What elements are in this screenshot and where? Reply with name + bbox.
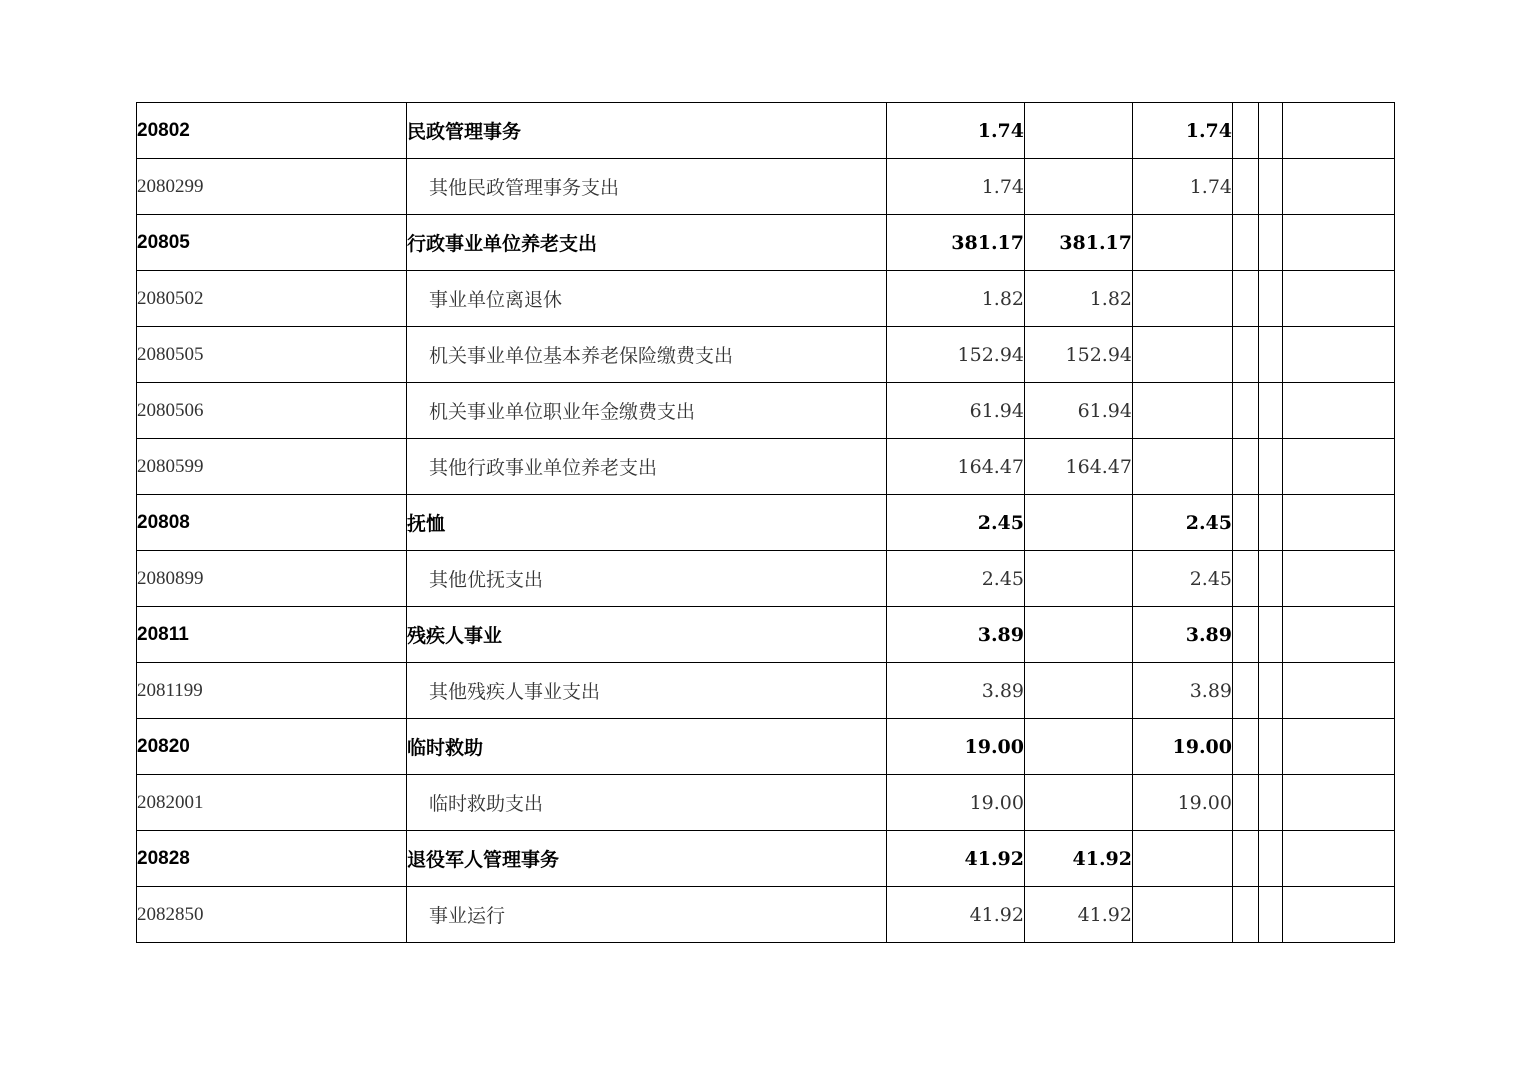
function-code-cell: 20805 bbox=[137, 215, 407, 271]
empty-cell-b bbox=[1259, 215, 1283, 271]
function-code-cell: 2082850 bbox=[137, 887, 407, 943]
empty-cell-c bbox=[1283, 383, 1395, 439]
total-amount-cell: 152.94 bbox=[887, 327, 1025, 383]
empty-cell-b bbox=[1259, 551, 1283, 607]
basic-expenditure-cell bbox=[1025, 719, 1133, 775]
basic-expenditure-cell: 41.92 bbox=[1025, 831, 1133, 887]
project-expenditure-cell bbox=[1133, 383, 1233, 439]
empty-cell-a bbox=[1233, 831, 1259, 887]
budget-table bbox=[136, 102, 1395, 943]
empty-cell-c bbox=[1283, 159, 1395, 215]
empty-cell-b bbox=[1259, 327, 1283, 383]
function-name-cell: 抚恤 bbox=[407, 495, 887, 551]
empty-cell-b bbox=[1259, 271, 1283, 327]
empty-cell-c bbox=[1283, 887, 1395, 943]
basic-expenditure-cell: 1.82 bbox=[1025, 271, 1133, 327]
empty-cell-a bbox=[1233, 719, 1259, 775]
empty-cell-c bbox=[1283, 271, 1395, 327]
project-expenditure-cell: 1.74 bbox=[1133, 103, 1233, 159]
category-row bbox=[137, 215, 1395, 271]
empty-cell-a bbox=[1233, 887, 1259, 943]
total-amount-cell: 1.82 bbox=[887, 271, 1025, 327]
empty-cell-c bbox=[1283, 215, 1395, 271]
empty-cell-b bbox=[1259, 719, 1283, 775]
basic-expenditure-cell bbox=[1025, 495, 1133, 551]
total-amount-cell: 1.74 bbox=[887, 103, 1025, 159]
function-code-cell: 2082001 bbox=[137, 775, 407, 831]
basic-expenditure-cell bbox=[1025, 551, 1133, 607]
empty-cell-a bbox=[1233, 551, 1259, 607]
function-name-cell: 临时救助 bbox=[407, 719, 887, 775]
empty-cell-c bbox=[1283, 775, 1395, 831]
empty-cell-a bbox=[1233, 215, 1259, 271]
empty-cell-a bbox=[1233, 495, 1259, 551]
empty-cell-b bbox=[1259, 887, 1283, 943]
function-name-cell: 其他优抚支出 bbox=[407, 551, 887, 607]
function-code-cell: 2080899 bbox=[137, 551, 407, 607]
project-expenditure-cell: 3.89 bbox=[1133, 663, 1233, 719]
function-name-cell: 行政事业单位养老支出 bbox=[407, 215, 887, 271]
function-name-cell: 机关事业单位职业年金缴费支出 bbox=[407, 383, 887, 439]
function-name-cell: 残疾人事业 bbox=[407, 607, 887, 663]
table-body bbox=[137, 103, 1395, 943]
function-code-cell: 2080299 bbox=[137, 159, 407, 215]
function-name-cell: 事业运行 bbox=[407, 887, 887, 943]
empty-cell-a bbox=[1233, 271, 1259, 327]
item-row bbox=[137, 551, 1395, 607]
item-row bbox=[137, 439, 1395, 495]
project-expenditure-cell: 1.74 bbox=[1133, 159, 1233, 215]
empty-cell-a bbox=[1233, 775, 1259, 831]
function-code-cell: 2081199 bbox=[137, 663, 407, 719]
total-amount-cell: 2.45 bbox=[887, 495, 1025, 551]
category-row bbox=[137, 719, 1395, 775]
basic-expenditure-cell: 152.94 bbox=[1025, 327, 1133, 383]
function-name-cell: 其他残疾人事业支出 bbox=[407, 663, 887, 719]
project-expenditure-cell: 19.00 bbox=[1133, 775, 1233, 831]
basic-expenditure-cell bbox=[1025, 663, 1133, 719]
basic-expenditure-cell: 61.94 bbox=[1025, 383, 1133, 439]
empty-cell-c bbox=[1283, 103, 1395, 159]
empty-cell-b bbox=[1259, 663, 1283, 719]
empty-cell-a bbox=[1233, 439, 1259, 495]
total-amount-cell: 41.92 bbox=[887, 887, 1025, 943]
item-row bbox=[137, 775, 1395, 831]
basic-expenditure-cell bbox=[1025, 775, 1133, 831]
function-code-cell: 2080599 bbox=[137, 439, 407, 495]
project-expenditure-cell: 3.89 bbox=[1133, 607, 1233, 663]
project-expenditure-cell: 2.45 bbox=[1133, 551, 1233, 607]
category-row bbox=[137, 607, 1395, 663]
item-row bbox=[137, 887, 1395, 943]
total-amount-cell: 164.47 bbox=[887, 439, 1025, 495]
empty-cell-b bbox=[1259, 775, 1283, 831]
function-name-cell: 退役军人管理事务 bbox=[407, 831, 887, 887]
project-expenditure-cell bbox=[1133, 831, 1233, 887]
empty-cell-c bbox=[1283, 439, 1395, 495]
total-amount-cell: 2.45 bbox=[887, 551, 1025, 607]
function-name-cell: 事业单位离退休 bbox=[407, 271, 887, 327]
empty-cell-a bbox=[1233, 383, 1259, 439]
function-name-cell: 其他行政事业单位养老支出 bbox=[407, 439, 887, 495]
empty-cell-c bbox=[1283, 327, 1395, 383]
function-name-cell: 临时救助支出 bbox=[407, 775, 887, 831]
function-name-cell: 机关事业单位基本养老保险缴费支出 bbox=[407, 327, 887, 383]
empty-cell-b bbox=[1259, 607, 1283, 663]
project-expenditure-cell bbox=[1133, 271, 1233, 327]
total-amount-cell: 61.94 bbox=[887, 383, 1025, 439]
empty-cell-b bbox=[1259, 383, 1283, 439]
function-name-cell: 民政管理事务 bbox=[407, 103, 887, 159]
total-amount-cell: 3.89 bbox=[887, 663, 1025, 719]
category-row bbox=[137, 103, 1395, 159]
empty-cell-a bbox=[1233, 103, 1259, 159]
empty-cell-a bbox=[1233, 607, 1259, 663]
category-row bbox=[137, 495, 1395, 551]
function-name-cell: 其他民政管理事务支出 bbox=[407, 159, 887, 215]
item-row bbox=[137, 159, 1395, 215]
function-code-cell: 20808 bbox=[137, 495, 407, 551]
empty-cell-c bbox=[1283, 831, 1395, 887]
project-expenditure-cell: 19.00 bbox=[1133, 719, 1233, 775]
item-row bbox=[137, 327, 1395, 383]
function-code-cell: 2080502 bbox=[137, 271, 407, 327]
item-row bbox=[137, 663, 1395, 719]
empty-cell-b bbox=[1259, 439, 1283, 495]
project-expenditure-cell bbox=[1133, 439, 1233, 495]
total-amount-cell: 381.17 bbox=[887, 215, 1025, 271]
project-expenditure-cell bbox=[1133, 887, 1233, 943]
basic-expenditure-cell: 381.17 bbox=[1025, 215, 1133, 271]
category-row bbox=[137, 831, 1395, 887]
item-row bbox=[137, 271, 1395, 327]
project-expenditure-cell bbox=[1133, 327, 1233, 383]
empty-cell-c bbox=[1283, 719, 1395, 775]
empty-cell-b bbox=[1259, 159, 1283, 215]
empty-cell-b bbox=[1259, 495, 1283, 551]
total-amount-cell: 19.00 bbox=[887, 775, 1025, 831]
empty-cell-a bbox=[1233, 159, 1259, 215]
function-code-cell: 20820 bbox=[137, 719, 407, 775]
item-row bbox=[137, 383, 1395, 439]
project-expenditure-cell: 2.45 bbox=[1133, 495, 1233, 551]
empty-cell-a bbox=[1233, 663, 1259, 719]
project-expenditure-cell bbox=[1133, 215, 1233, 271]
basic-expenditure-cell bbox=[1025, 159, 1133, 215]
empty-cell-a bbox=[1233, 327, 1259, 383]
function-code-cell: 20811 bbox=[137, 607, 407, 663]
function-code-cell: 20802 bbox=[137, 103, 407, 159]
function-code-cell: 20828 bbox=[137, 831, 407, 887]
empty-cell-b bbox=[1259, 831, 1283, 887]
empty-cell-c bbox=[1283, 495, 1395, 551]
basic-expenditure-cell bbox=[1025, 607, 1133, 663]
total-amount-cell: 3.89 bbox=[887, 607, 1025, 663]
total-amount-cell: 19.00 bbox=[887, 719, 1025, 775]
empty-cell-c bbox=[1283, 607, 1395, 663]
function-code-cell: 2080506 bbox=[137, 383, 407, 439]
total-amount-cell: 1.74 bbox=[887, 159, 1025, 215]
basic-expenditure-cell: 164.47 bbox=[1025, 439, 1133, 495]
empty-cell-c bbox=[1283, 663, 1395, 719]
function-code-cell: 2080505 bbox=[137, 327, 407, 383]
empty-cell-b bbox=[1259, 103, 1283, 159]
empty-cell-c bbox=[1283, 551, 1395, 607]
basic-expenditure-cell: 41.92 bbox=[1025, 887, 1133, 943]
total-amount-cell: 41.92 bbox=[887, 831, 1025, 887]
basic-expenditure-cell bbox=[1025, 103, 1133, 159]
